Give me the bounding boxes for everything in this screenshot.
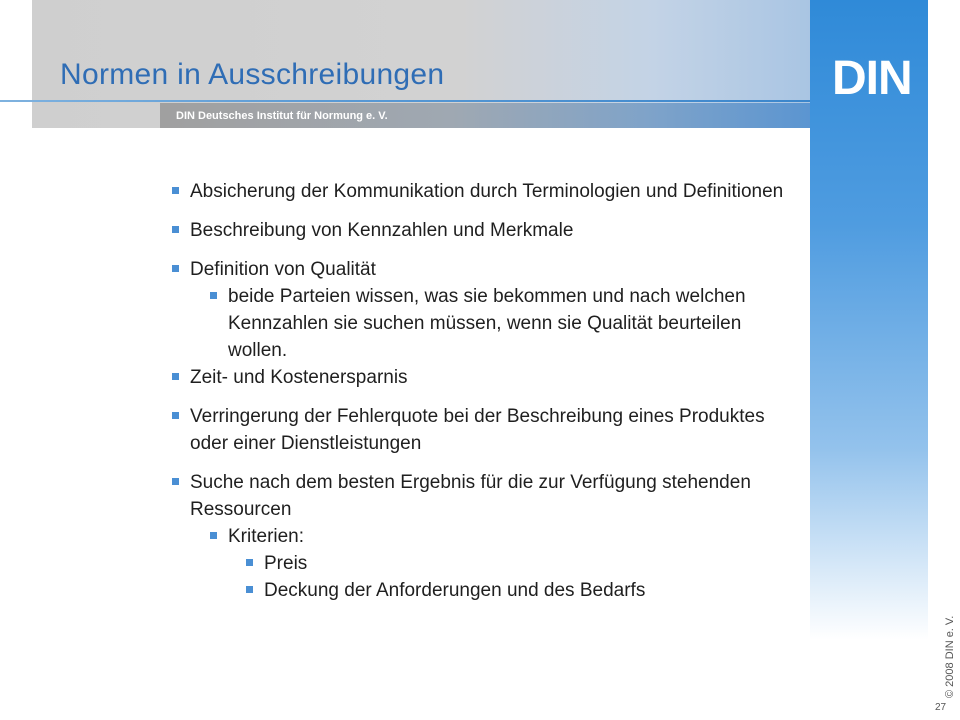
bullet-square-icon: [172, 412, 179, 419]
list-item: [246, 550, 792, 577]
din-logo: [832, 50, 912, 105]
list-item: [172, 364, 792, 391]
list-item: [172, 217, 792, 244]
list-item: [172, 403, 792, 457]
page-title: Normen in Ausschreibungen: [60, 58, 445, 91]
bullet-square-icon: [172, 187, 179, 194]
title-rule: [0, 100, 810, 102]
list-item-text: Suche nach dem besten Ergebnis für die zur Verfügung stehenden Ressourcen: [190, 472, 751, 520]
list-item-text: Kriterien:: [228, 526, 305, 547]
bullet-square-icon: [172, 265, 179, 272]
bullet-square-icon: [172, 226, 179, 233]
bullet-square-icon: [210, 532, 217, 539]
list-item-text: Definition von Qualität: [190, 259, 376, 280]
bullet-square-icon: [172, 478, 179, 485]
list-item: [210, 283, 792, 364]
bullet-square-icon: [246, 559, 253, 566]
list-item-text: beide Parteien wissen, was sie bekommen und nach welchen Kennzahlen sie suchen müssen, wenn sie Qualität beurteilen wollen.: [228, 286, 746, 361]
list-item: [172, 178, 792, 205]
list-item-text: Beschreibung von Kennzahlen und Merkmale: [190, 220, 574, 241]
bullet-square-icon: [172, 373, 179, 380]
list-item-text: Deckung der Anforderungen und des Bedarfs: [264, 580, 646, 601]
list-item: [210, 523, 792, 550]
bullet-list: [172, 178, 792, 604]
page-number: 27: [935, 702, 947, 713]
copyright-notice: © 2008 DIN e. V.: [944, 615, 956, 698]
list-item-text: Zeit- und Kostenersparnis: [190, 367, 408, 388]
list-item: [246, 577, 792, 604]
organization-name: DIN Deutsches Institut für Normung e. V.: [176, 110, 388, 122]
bullet-square-icon: [210, 292, 217, 299]
din-logo-text: DIN: [832, 52, 912, 105]
list-item: [172, 469, 792, 523]
list-item-text: Verringerung der Fehlerquote bei der Beschreibung eines Produktes oder einer Dienstleistungen: [190, 406, 765, 454]
bullet-square-icon: [246, 586, 253, 593]
list-item: [172, 256, 792, 283]
list-item-text: Absicherung der Kommunikation durch Terminologien und Definitionen: [190, 181, 784, 202]
list-item-text: Preis: [264, 553, 308, 574]
